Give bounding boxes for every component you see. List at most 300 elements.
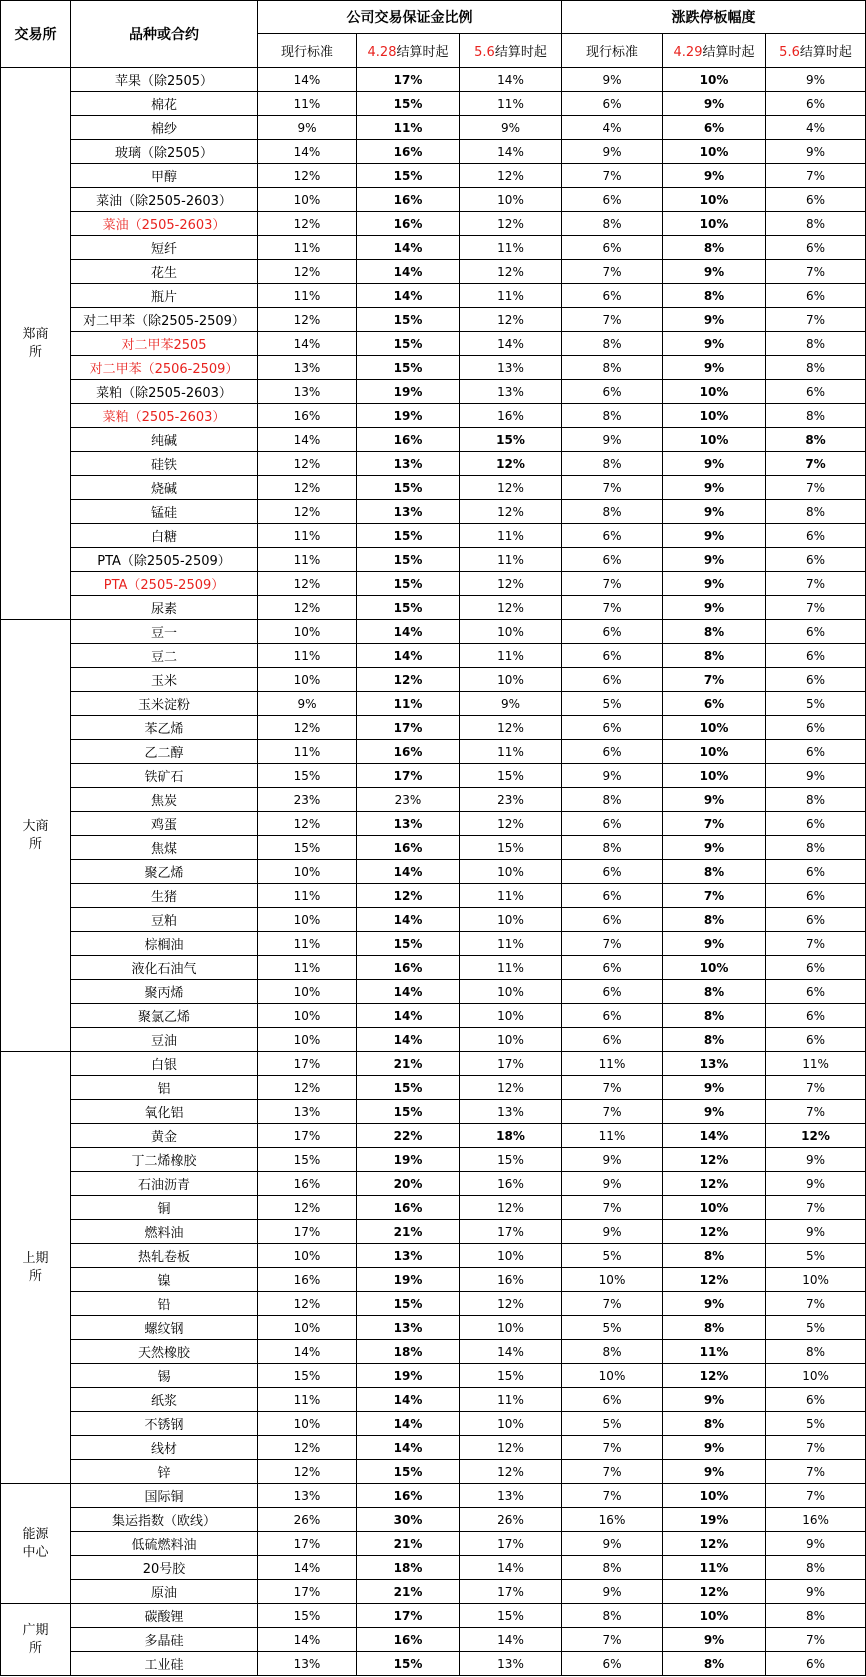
limit-56-cell: 6% — [766, 1652, 866, 1676]
margin-current-cell: 11% — [258, 1388, 357, 1412]
product-name: 对二甲苯2505 — [71, 332, 258, 356]
table-row — [1, 356, 866, 380]
margin-current-cell: 13% — [258, 1484, 357, 1508]
limit-56-cell: 5% — [766, 1244, 866, 1268]
margin-current-cell: 12% — [258, 1460, 357, 1484]
limit-56-cell: 7% — [766, 1076, 866, 1100]
margin-current-cell: 10% — [258, 620, 357, 644]
margin-56-cell: 16% — [460, 404, 562, 428]
margin-428-cell: 16% — [357, 1484, 460, 1508]
margin-56-cell: 12% — [460, 500, 562, 524]
table-row — [1, 380, 866, 404]
table-row — [1, 164, 866, 188]
margin-428-cell: 14% — [357, 980, 460, 1004]
margin-428-cell: 15% — [357, 1100, 460, 1124]
limit-current-cell: 10% — [562, 1268, 663, 1292]
limit-56-cell: 6% — [766, 548, 866, 572]
limit-56-cell: 16% — [766, 1508, 866, 1532]
margin-428-cell: 14% — [357, 284, 460, 308]
product-name: 硅铁 — [71, 452, 258, 476]
margin-428-cell: 14% — [357, 1388, 460, 1412]
limit-429-cell: 9% — [663, 260, 766, 284]
limit-current-cell: 6% — [562, 284, 663, 308]
table-row — [1, 1292, 866, 1316]
margin-56-cell: 11% — [460, 956, 562, 980]
product-name: PTA（除2505-2509） — [71, 548, 258, 572]
limit-56-cell: 8% — [766, 428, 866, 452]
product-name: 白糖 — [71, 524, 258, 548]
margin-current-cell: 15% — [258, 764, 357, 788]
header-limit-mid-date: 4.29 — [673, 45, 703, 60]
table-row — [1, 476, 866, 500]
product-name: 鸡蛋 — [71, 812, 258, 836]
margin-56-cell: 10% — [460, 620, 562, 644]
table-row — [1, 92, 866, 116]
product-name: 甲醇 — [71, 164, 258, 188]
limit-56-cell: 6% — [766, 188, 866, 212]
table-row — [1, 860, 866, 884]
table-row — [1, 1508, 866, 1532]
table-row — [1, 452, 866, 476]
limit-56-cell: 8% — [766, 332, 866, 356]
limit-current-cell: 6% — [562, 1652, 663, 1676]
margin-56-cell: 12% — [460, 260, 562, 284]
margin-56-cell: 15% — [460, 1604, 562, 1628]
exchange-name: 大商所 — [22, 818, 49, 852]
table-row — [1, 1244, 866, 1268]
limit-current-cell: 6% — [562, 92, 663, 116]
table-row — [1, 1124, 866, 1148]
margin-current-cell: 12% — [258, 1292, 357, 1316]
margin-428-cell: 15% — [357, 1652, 460, 1676]
margin-56-cell: 13% — [460, 1100, 562, 1124]
limit-56-cell: 7% — [766, 452, 866, 476]
margin-56-cell: 14% — [460, 332, 562, 356]
limit-current-cell: 8% — [562, 212, 663, 236]
margin-428-cell: 22% — [357, 1124, 460, 1148]
limit-56-cell: 5% — [766, 692, 866, 716]
product-name: 多晶硅 — [71, 1628, 258, 1652]
margin-56-cell: 17% — [460, 1580, 562, 1604]
product-name: 瓶片 — [71, 284, 258, 308]
margin-current-cell: 10% — [258, 980, 357, 1004]
margin-current-cell: 10% — [258, 1316, 357, 1340]
header-limit-last-label: 结算时起 — [799, 45, 852, 60]
table-row — [1, 332, 866, 356]
limit-current-cell: 6% — [562, 740, 663, 764]
limit-429-cell: 8% — [663, 1316, 766, 1340]
margin-current-cell: 15% — [258, 1364, 357, 1388]
table-row — [1, 1316, 866, 1340]
table-row — [1, 236, 866, 260]
limit-current-cell: 7% — [562, 1076, 663, 1100]
header-limit-current: 现行标准 — [562, 34, 663, 68]
limit-429-cell: 12% — [663, 1364, 766, 1388]
limit-429-cell: 8% — [663, 644, 766, 668]
header-margin-last-label: 结算时起 — [494, 45, 547, 60]
table-row — [1, 692, 866, 716]
limit-429-cell: 9% — [663, 836, 766, 860]
margin-56-cell: 12% — [460, 308, 562, 332]
product-name: 液化石油气 — [71, 956, 258, 980]
margin-428-cell: 21% — [357, 1580, 460, 1604]
limit-current-cell: 7% — [562, 1196, 663, 1220]
table-row — [1, 812, 866, 836]
limit-56-cell: 8% — [766, 1604, 866, 1628]
margin-56-cell: 17% — [460, 1220, 562, 1244]
header-margin-mid — [357, 34, 460, 68]
margin-current-cell: 11% — [258, 92, 357, 116]
margin-56-cell: 17% — [460, 1532, 562, 1556]
margin-56-cell: 13% — [460, 1484, 562, 1508]
margin-428-cell: 15% — [357, 1460, 460, 1484]
margin-current-cell: 11% — [258, 236, 357, 260]
margin-428-cell: 14% — [357, 1028, 460, 1052]
margin-current-cell: 17% — [258, 1532, 357, 1556]
margin-current-cell: 10% — [258, 1004, 357, 1028]
table-row — [1, 260, 866, 284]
product-name: 玻璃（除2505） — [71, 140, 258, 164]
limit-429-cell: 10% — [663, 188, 766, 212]
margin-428-cell: 16% — [357, 1196, 460, 1220]
table-row — [1, 980, 866, 1004]
limit-429-cell: 9% — [663, 1100, 766, 1124]
table-row — [1, 1052, 866, 1076]
limit-429-cell: 9% — [663, 164, 766, 188]
product-name: 铜 — [71, 1196, 258, 1220]
margin-current-cell: 10% — [258, 1412, 357, 1436]
margin-current-cell: 11% — [258, 740, 357, 764]
limit-429-cell: 8% — [663, 860, 766, 884]
limit-current-cell: 8% — [562, 1604, 663, 1628]
margin-428-cell: 16% — [357, 188, 460, 212]
product-name: 焦煤 — [71, 836, 258, 860]
limit-56-cell: 6% — [766, 1028, 866, 1052]
margin-current-cell: 15% — [258, 836, 357, 860]
product-name: 豆油 — [71, 1028, 258, 1052]
limit-429-cell: 10% — [663, 1604, 766, 1628]
table-row — [1, 404, 866, 428]
table-row — [1, 596, 866, 620]
limit-current-cell: 6% — [562, 524, 663, 548]
product-name: 棉花 — [71, 92, 258, 116]
limit-current-cell: 9% — [562, 68, 663, 92]
table-row — [1, 1628, 866, 1652]
table-row — [1, 1556, 866, 1580]
limit-56-cell: 8% — [766, 356, 866, 380]
limit-429-cell: 9% — [663, 548, 766, 572]
margin-428-cell: 15% — [357, 332, 460, 356]
margin-56-cell: 12% — [460, 1196, 562, 1220]
limit-429-cell: 8% — [663, 1244, 766, 1268]
margin-56-cell: 14% — [460, 1340, 562, 1364]
margin-56-cell: 10% — [460, 1316, 562, 1340]
product-name: 菜油（除2505-2603） — [71, 188, 258, 212]
exchange-name-cell — [1, 620, 71, 1052]
limit-current-cell: 11% — [562, 1124, 663, 1148]
table-row — [1, 212, 866, 236]
product-name: 工业硅 — [71, 1652, 258, 1676]
table-row — [1, 908, 866, 932]
table-row — [1, 1340, 866, 1364]
limit-current-cell: 6% — [562, 188, 663, 212]
table-row — [1, 1652, 866, 1676]
limit-429-cell: 8% — [663, 236, 766, 260]
table-row — [1, 68, 866, 92]
limit-current-cell: 7% — [562, 1628, 663, 1652]
margin-current-cell: 16% — [258, 1172, 357, 1196]
margin-428-cell: 16% — [357, 956, 460, 980]
margin-56-cell: 11% — [460, 740, 562, 764]
limit-56-cell: 8% — [766, 404, 866, 428]
limit-56-cell: 8% — [766, 1340, 866, 1364]
limit-56-cell: 7% — [766, 1196, 866, 1220]
margin-56-cell: 13% — [460, 380, 562, 404]
limit-56-cell: 6% — [766, 644, 866, 668]
margin-current-cell: 11% — [258, 548, 357, 572]
exchange-name: 能源中心 — [22, 1526, 49, 1560]
margin-current-cell: 10% — [258, 860, 357, 884]
margin-current-cell: 26% — [258, 1508, 357, 1532]
product-name: 玉米 — [71, 668, 258, 692]
product-name: 集运指数（欧线） — [71, 1508, 258, 1532]
limit-429-cell: 8% — [663, 1004, 766, 1028]
margin-56-cell: 12% — [460, 1436, 562, 1460]
margin-56-cell: 14% — [460, 1628, 562, 1652]
limit-56-cell: 9% — [766, 1220, 866, 1244]
margin-428-cell: 11% — [357, 692, 460, 716]
limit-429-cell: 19% — [663, 1508, 766, 1532]
margin-428-cell: 14% — [357, 860, 460, 884]
table-row — [1, 764, 866, 788]
margin-428-cell: 21% — [357, 1052, 460, 1076]
margin-428-cell: 14% — [357, 260, 460, 284]
product-name: PTA（2505-2509） — [71, 572, 258, 596]
limit-56-cell: 6% — [766, 716, 866, 740]
limit-current-cell: 7% — [562, 1100, 663, 1124]
table-row — [1, 572, 866, 596]
limit-56-cell: 8% — [766, 500, 866, 524]
limit-56-cell: 8% — [766, 1556, 866, 1580]
limit-56-cell: 9% — [766, 1148, 866, 1172]
limit-56-cell: 8% — [766, 836, 866, 860]
limit-429-cell: 9% — [663, 500, 766, 524]
limit-429-cell: 9% — [663, 1076, 766, 1100]
limit-429-cell: 9% — [663, 1388, 766, 1412]
product-name: 短纤 — [71, 236, 258, 260]
limit-429-cell: 10% — [663, 764, 766, 788]
table-body — [1, 68, 866, 1676]
limit-429-cell: 11% — [663, 1556, 766, 1580]
product-name: 尿素 — [71, 596, 258, 620]
table-row — [1, 1172, 866, 1196]
table-row — [1, 1412, 866, 1436]
margin-current-cell: 17% — [258, 1052, 357, 1076]
table-row — [1, 428, 866, 452]
margin-428-cell: 15% — [357, 476, 460, 500]
margin-current-cell: 14% — [258, 1340, 357, 1364]
limit-429-cell: 9% — [663, 1436, 766, 1460]
product-name: 苹果（除2505） — [71, 68, 258, 92]
table-row — [1, 1220, 866, 1244]
margin-428-cell: 15% — [357, 524, 460, 548]
limit-current-cell: 7% — [562, 476, 663, 500]
limit-current-cell: 4% — [562, 116, 663, 140]
limit-429-cell: 10% — [663, 428, 766, 452]
limit-56-cell: 10% — [766, 1364, 866, 1388]
product-name: 纯碱 — [71, 428, 258, 452]
table-row — [1, 140, 866, 164]
margin-current-cell: 12% — [258, 260, 357, 284]
limit-current-cell: 7% — [562, 596, 663, 620]
margin-current-cell: 13% — [258, 1100, 357, 1124]
header-margin-mid-date: 4.28 — [367, 45, 397, 60]
limit-429-cell: 8% — [663, 908, 766, 932]
product-name: 苯乙烯 — [71, 716, 258, 740]
margin-56-cell: 11% — [460, 932, 562, 956]
margin-56-cell: 12% — [460, 1076, 562, 1100]
limit-56-cell: 6% — [766, 620, 866, 644]
limit-429-cell: 10% — [663, 404, 766, 428]
limit-429-cell: 9% — [663, 524, 766, 548]
header-margin-last — [460, 34, 562, 68]
margin-428-cell: 19% — [357, 404, 460, 428]
limit-56-cell: 11% — [766, 1052, 866, 1076]
product-name: 热轧卷板 — [71, 1244, 258, 1268]
margin-428-cell: 12% — [357, 668, 460, 692]
margin-current-cell: 14% — [258, 68, 357, 92]
table-row — [1, 116, 866, 140]
limit-56-cell: 7% — [766, 1484, 866, 1508]
margin-56-cell: 10% — [460, 1244, 562, 1268]
table-row — [1, 1388, 866, 1412]
limit-429-cell: 10% — [663, 380, 766, 404]
margin-428-cell: 15% — [357, 92, 460, 116]
limit-current-cell: 6% — [562, 956, 663, 980]
limit-current-cell: 6% — [562, 908, 663, 932]
margin-56-cell: 14% — [460, 140, 562, 164]
product-name: 纸浆 — [71, 1388, 258, 1412]
limit-56-cell: 7% — [766, 1436, 866, 1460]
product-name: 烧碱 — [71, 476, 258, 500]
limit-429-cell: 10% — [663, 1484, 766, 1508]
margin-56-cell: 12% — [460, 164, 562, 188]
limit-429-cell: 9% — [663, 788, 766, 812]
limit-current-cell: 9% — [562, 1580, 663, 1604]
margin-428-cell: 21% — [357, 1220, 460, 1244]
table-row — [1, 1604, 866, 1628]
limit-current-cell: 6% — [562, 380, 663, 404]
product-name: 氧化铝 — [71, 1100, 258, 1124]
limit-56-cell: 6% — [766, 92, 866, 116]
margin-428-cell: 16% — [357, 836, 460, 860]
limit-current-cell: 9% — [562, 1220, 663, 1244]
limit-current-cell: 9% — [562, 1172, 663, 1196]
limit-56-cell: 7% — [766, 308, 866, 332]
limit-current-cell: 6% — [562, 668, 663, 692]
margin-428-cell: 14% — [357, 1412, 460, 1436]
table-row — [1, 308, 866, 332]
limit-429-cell: 10% — [663, 212, 766, 236]
limit-429-cell: 7% — [663, 884, 766, 908]
margin-current-cell: 14% — [258, 428, 357, 452]
margin-current-cell: 11% — [258, 524, 357, 548]
margin-current-cell: 12% — [258, 452, 357, 476]
margin-428-cell: 15% — [357, 572, 460, 596]
limit-56-cell: 7% — [766, 1292, 866, 1316]
table-row — [1, 1076, 866, 1100]
margin-current-cell: 12% — [258, 812, 357, 836]
margin-428-cell: 15% — [357, 932, 460, 956]
margin-428-cell: 17% — [357, 716, 460, 740]
limit-current-cell: 6% — [562, 980, 663, 1004]
margin-current-cell: 10% — [258, 188, 357, 212]
limit-current-cell: 8% — [562, 356, 663, 380]
limit-429-cell: 9% — [663, 1628, 766, 1652]
limit-current-cell: 6% — [562, 1004, 663, 1028]
margin-current-cell: 10% — [258, 908, 357, 932]
limit-current-cell: 9% — [562, 1148, 663, 1172]
limit-56-cell: 9% — [766, 140, 866, 164]
margin-428-cell: 30% — [357, 1508, 460, 1532]
margin-current-cell: 12% — [258, 164, 357, 188]
margin-428-cell: 15% — [357, 164, 460, 188]
table-row — [1, 668, 866, 692]
limit-429-cell: 9% — [663, 476, 766, 500]
limit-429-cell: 12% — [663, 1268, 766, 1292]
margin-428-cell: 19% — [357, 1268, 460, 1292]
limit-current-cell: 8% — [562, 1340, 663, 1364]
margin-56-cell: 18% — [460, 1124, 562, 1148]
table-row — [1, 716, 866, 740]
margin-428-cell: 16% — [357, 212, 460, 236]
limit-429-cell: 9% — [663, 932, 766, 956]
margin-56-cell: 11% — [460, 644, 562, 668]
exchange-name: 郑商所 — [22, 326, 49, 360]
margin-current-cell: 13% — [258, 1652, 357, 1676]
margin-56-cell: 12% — [460, 1460, 562, 1484]
margin-56-cell: 10% — [460, 188, 562, 212]
margin-current-cell: 12% — [258, 308, 357, 332]
margin-current-cell: 12% — [258, 1196, 357, 1220]
limit-56-cell: 7% — [766, 260, 866, 284]
margin-428-cell: 14% — [357, 644, 460, 668]
limit-429-cell: 9% — [663, 1460, 766, 1484]
product-name: 菜油（2505-2603） — [71, 212, 258, 236]
margin-current-cell: 15% — [258, 1148, 357, 1172]
margin-current-cell: 12% — [258, 716, 357, 740]
product-name: 对二甲苯（2506-2509） — [71, 356, 258, 380]
margin-56-cell: 9% — [460, 692, 562, 716]
limit-current-cell: 6% — [562, 884, 663, 908]
product-name: 螺纹钢 — [71, 1316, 258, 1340]
limit-current-cell: 5% — [562, 692, 663, 716]
limit-56-cell: 6% — [766, 1388, 866, 1412]
limit-56-cell: 8% — [766, 212, 866, 236]
product-name: 低硫燃料油 — [71, 1532, 258, 1556]
limit-current-cell: 7% — [562, 932, 663, 956]
margin-428-cell: 15% — [357, 548, 460, 572]
limit-current-cell: 5% — [562, 1412, 663, 1436]
limit-429-cell: 10% — [663, 140, 766, 164]
margin-56-cell: 12% — [460, 572, 562, 596]
product-name: 菜粕（2505-2603） — [71, 404, 258, 428]
table-row — [1, 836, 866, 860]
table-row — [1, 1532, 866, 1556]
product-name: 锡 — [71, 1364, 258, 1388]
product-name: 玉米淀粉 — [71, 692, 258, 716]
product-name: 镍 — [71, 1268, 258, 1292]
